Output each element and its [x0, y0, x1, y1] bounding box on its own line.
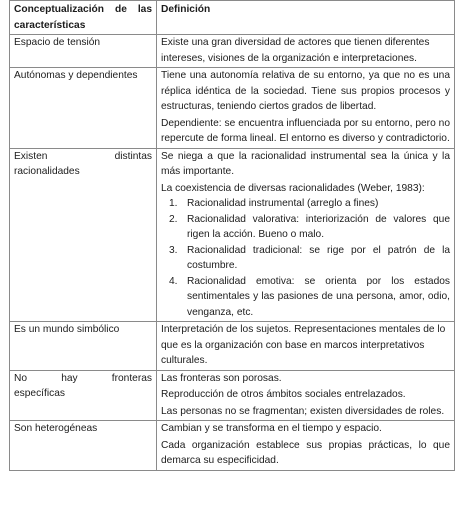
definition-paragraph: Cambian y se transforma en el tiempo y espacio.: [161, 423, 382, 434]
table-row: [10, 35, 455, 68]
header-concept: [10, 1, 157, 35]
concept-cell: [10, 148, 157, 322]
concept-line2: específicas: [14, 388, 65, 399]
definition-cell: [157, 68, 455, 149]
definition-paragraph: Cada organización establece sus propias prácticas, lo que demarca su especificidad.: [161, 439, 450, 466]
definition-paragraph: La coexistencia de diversas racionalidades (Weber, 1983):: [161, 182, 425, 194]
list-item: [169, 212, 450, 243]
definition-paragraph: Tiene una autonomía relativa de su entorno, ya que no es una réplica idéntica de la sociedad. Tiene sus propios procesos y estructuras, teniendo ciertos grados de libertad.: [161, 70, 450, 112]
definition-paragraph: Dependiente: se encuentra influenciada por su entorno, pero no repercute de forma lineal. El entorno es diverso y contradictorio.: [161, 117, 450, 144]
list-text: Racionalidad tradicional: se rige por el patrón de la costumbre.: [187, 244, 450, 271]
list-number: 3.: [169, 244, 178, 256]
definition-cell: [157, 148, 455, 322]
concept-cell: Espacio de tensión: [10, 35, 157, 68]
list-item: [169, 196, 450, 212]
table-row: [10, 322, 455, 371]
definition-paragraph: Reproducción de otros ámbitos sociales entrelazados.: [161, 389, 406, 400]
definition-paragraph: Se niega a que la racionalidad instrumental sea la única y la más importante.: [161, 150, 450, 177]
header-definition: Definición: [157, 1, 455, 35]
concept-line1: No hay fronteras: [14, 372, 152, 384]
table-row: [10, 370, 455, 421]
definition-cell: Interpretación de los sujetos. Representaciones mentales de lo que es la organización con base en marcos interpretativos culturales.: [157, 322, 455, 371]
header-concept-line2: características: [14, 19, 86, 31]
definition-paragraph: Las fronteras son porosas.: [161, 372, 282, 384]
list-item: [169, 274, 450, 321]
header-concept-line1: Conceptualización de las: [14, 4, 152, 15]
table-row: [10, 421, 455, 471]
concept-cell: Son heterogéneas: [10, 421, 157, 471]
concept-cell: [10, 370, 157, 421]
list-text: Racionalidad emotiva: se orienta por los estados sentimentales y las pasiones de una persona, amor, odio, venganza, etc.: [187, 275, 450, 318]
list-number: 2.: [169, 213, 178, 225]
characteristics-table: [9, 0, 455, 471]
list-number: 1.: [169, 198, 178, 209]
table-row: [10, 68, 455, 149]
concept-cell: Autónomas y dependientes: [10, 68, 157, 149]
list-item: [169, 243, 450, 274]
table-row: [10, 148, 455, 322]
concept-line1: Existen distintas: [14, 150, 152, 162]
definition-cell: [157, 370, 455, 421]
definition-cell: [157, 421, 455, 471]
concept-line2: racionalidades: [14, 166, 80, 177]
list-text: Racionalidad instrumental (arreglo a fines): [187, 198, 379, 209]
definition-paragraph: Las personas no se fragmentan; existen diversidades de roles.: [161, 405, 445, 417]
list-text: Racionalidad valorativa: interiorización de valores que rigen la acción. Bueno o malo.: [187, 213, 450, 240]
concept-cell: Es un mundo simbólico: [10, 322, 157, 371]
table-header-row: [10, 1, 455, 35]
definition-cell: Existe una gran diversidad de actores que tienen diferentes intereses, visiones de la organización e interpretaciones.: [157, 35, 455, 68]
rationalities-list: [161, 196, 450, 320]
list-number: 4.: [169, 275, 178, 287]
